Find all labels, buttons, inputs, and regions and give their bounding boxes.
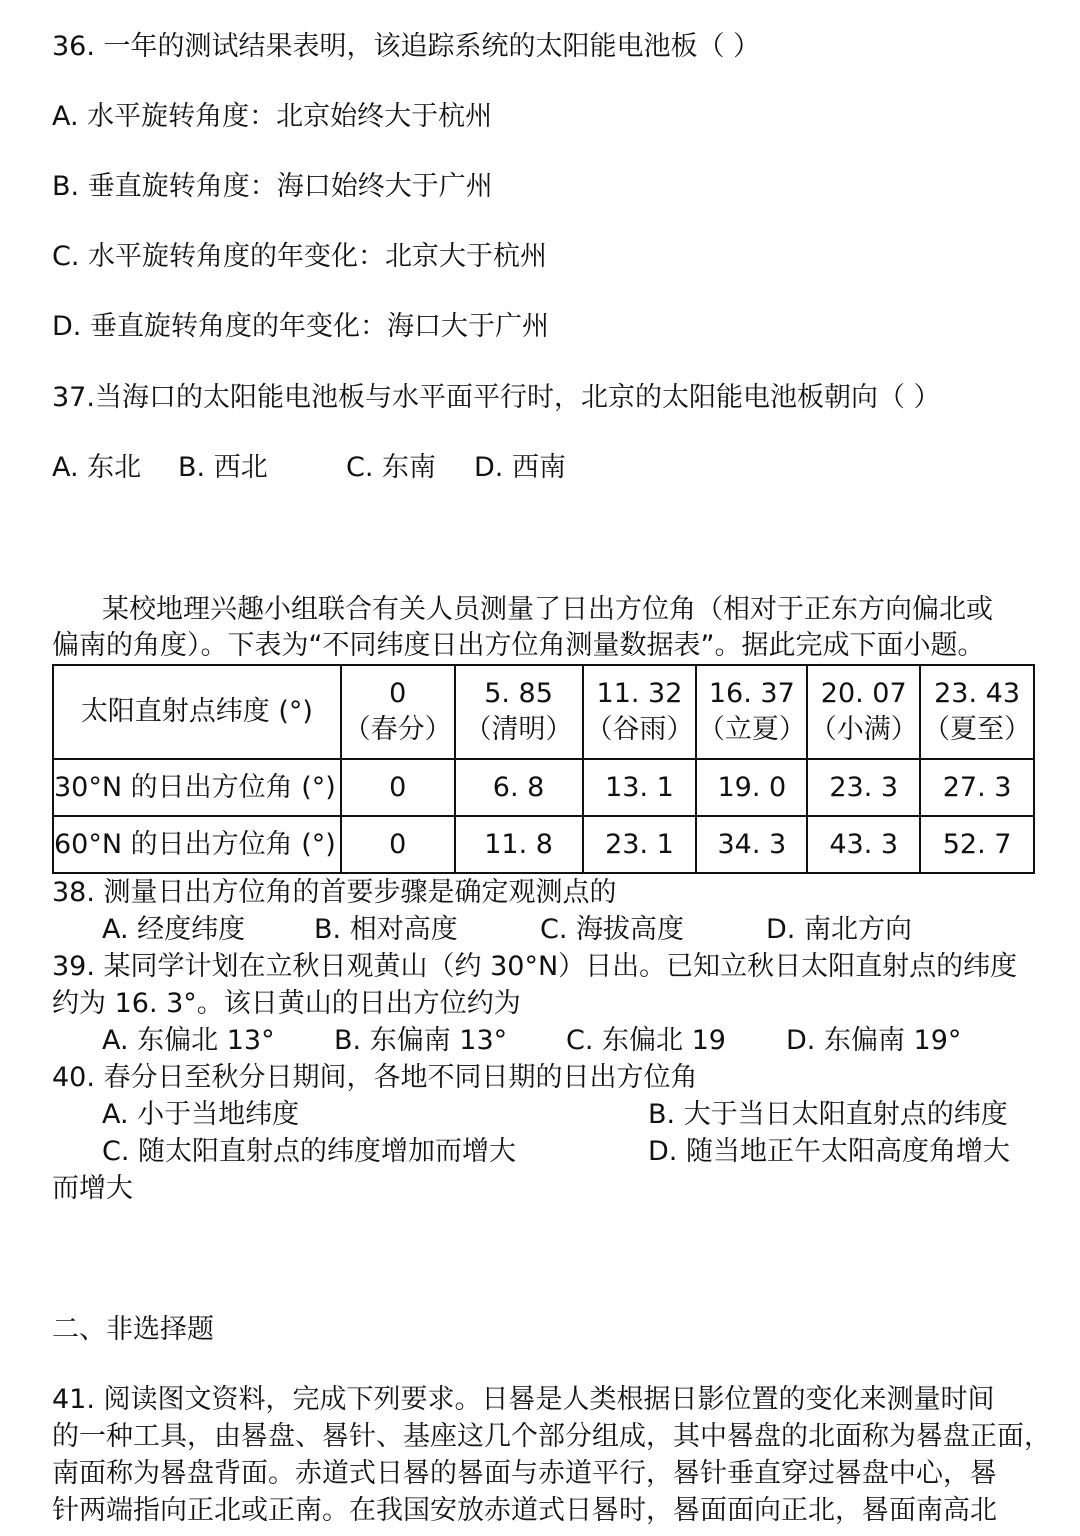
q36-option-c: C. 水平旋转角度的年变化：北京大于杭州 xyxy=(52,241,548,272)
header-label-cell: 太阳直射点纬度 (°) xyxy=(53,665,341,759)
table-cell: 27. 3 xyxy=(920,759,1034,816)
q37-stem: 37.当海口的太阳能电池板与水平面平行时，北京的太阳能电池板朝向（ ） xyxy=(52,382,941,413)
q39-option-b: B. 东偏南 13° xyxy=(334,1025,508,1056)
q39-stem-line-1: 39. 某同学计划在立秋日观黄山（约 30°N）日出。已知立秋日太阳直射点的纬度 xyxy=(52,951,1018,982)
q39-option-d: D. 东偏南 19° xyxy=(786,1025,962,1056)
header-cell: 16. 37 （立夏） xyxy=(696,665,807,759)
q40-stem: 40. 春分日至秋分日期间，各地不同日期的日出方位角 xyxy=(52,1062,698,1093)
table-cell: 19. 0 xyxy=(696,759,807,816)
table-cell: 0 xyxy=(341,816,455,873)
table-cell: 0 xyxy=(341,759,455,816)
q39-stem-line-2: 约为 16. 3°。该日黄山的日出方位约为 xyxy=(52,988,521,1019)
q36-option-d: D. 垂直旋转角度的年变化：海口大于广州 xyxy=(52,311,549,342)
table-cell: 13. 1 xyxy=(583,759,697,816)
intro-line-1: 某校地理兴趣小组联合有关人员测量了日出方位角（相对于正东方向偏北或 xyxy=(102,594,993,625)
q39-option-c: C. 东偏北 19 xyxy=(566,1025,726,1056)
q38-option-b: B. 相对高度 xyxy=(314,914,458,945)
q37-option-d: D. 西南 xyxy=(474,452,566,483)
q38-option-d: D. 南北方向 xyxy=(766,914,912,945)
q40-option-b: B. 大于当日太阳直射点的纬度 xyxy=(648,1099,1008,1130)
table-row xyxy=(53,759,1034,816)
q38-stem: 38. 测量日出方位角的首要步骤是确定观测点的 xyxy=(52,877,617,908)
header-cell: 20. 07 （小满） xyxy=(807,665,920,759)
q41-line-3: 南面称为晷盘背面。赤道式日晷的晷面与赤道平行，晷针垂直穿过晷盘中心，晷 xyxy=(52,1458,997,1489)
table-cell: 23. 3 xyxy=(807,759,920,816)
q38-option-a: A. 经度纬度 xyxy=(102,914,246,945)
table-cell: 6. 8 xyxy=(455,759,583,816)
q36-stem: 36. 一年的测试结果表明，该追踪系统的太阳能电池板（ ） xyxy=(52,31,761,62)
q38-option-c: C. 海拔高度 xyxy=(540,914,685,945)
q40-option-d: D. 随当地正午太阳高度角增大 xyxy=(648,1136,1010,1167)
table-cell: 52. 7 xyxy=(920,816,1034,873)
table-cell: 34. 3 xyxy=(696,816,807,873)
row-label-cell: 30°N 的日出方位角 (°) xyxy=(53,759,341,816)
table-cell: 43. 3 xyxy=(807,816,920,873)
q37-option-c: C. 东南 xyxy=(346,452,437,483)
header-cell: 23. 43 （夏至） xyxy=(920,665,1034,759)
header-cell: 0 （春分） xyxy=(341,665,455,759)
intro-paragraph xyxy=(52,592,1042,664)
row-label-cell: 60°N 的日出方位角 (°) xyxy=(53,816,341,873)
q37-option-b: B. 西北 xyxy=(178,452,268,483)
table-header-row xyxy=(53,665,1034,759)
header-cell: 11. 32 （谷雨） xyxy=(583,665,697,759)
q36-option-b: B. 垂直旋转角度：海口始终大于广州 xyxy=(52,171,493,202)
sunrise-azimuth-table xyxy=(52,664,1035,874)
table-row xyxy=(53,816,1034,873)
q37-option-a: A. 东北 xyxy=(52,452,142,483)
section-title: 二、非选择题 xyxy=(52,1314,214,1345)
intro-line-2: 偏南的角度）。下表为“不同纬度日出方位角测量数据表”。据此完成下面小题。 xyxy=(52,630,985,661)
q41-line-2: 的一种工具，由晷盘、晷针、基座这几个部分组成，其中晷盘的北面称为晷盘正面， xyxy=(52,1421,1051,1452)
q39-option-a: A. 东偏北 13° xyxy=(102,1025,275,1056)
q36-option-a: A. 水平旋转角度：北京始终大于杭州 xyxy=(52,101,493,132)
q41-line-4: 针两端指向正北或正南。在我国安放赤道式日晷时，晷面面向正北，晷面南高北 xyxy=(52,1495,997,1526)
table-cell: 23. 1 xyxy=(583,816,697,873)
q40-option-c: C. 随太阳直射点的纬度增加而增大 xyxy=(102,1136,517,1167)
q41-line-1: 41. 阅读图文资料，完成下列要求。日晷是人类根据日影位置的变化来测量时间 xyxy=(52,1384,995,1415)
header-cell: 5. 85 （清明） xyxy=(455,665,583,759)
q40-option-d-continuation: 而增大 xyxy=(52,1173,133,1204)
table-cell: 11. 8 xyxy=(455,816,583,873)
q40-option-a: A. 小于当地纬度 xyxy=(102,1099,300,1130)
